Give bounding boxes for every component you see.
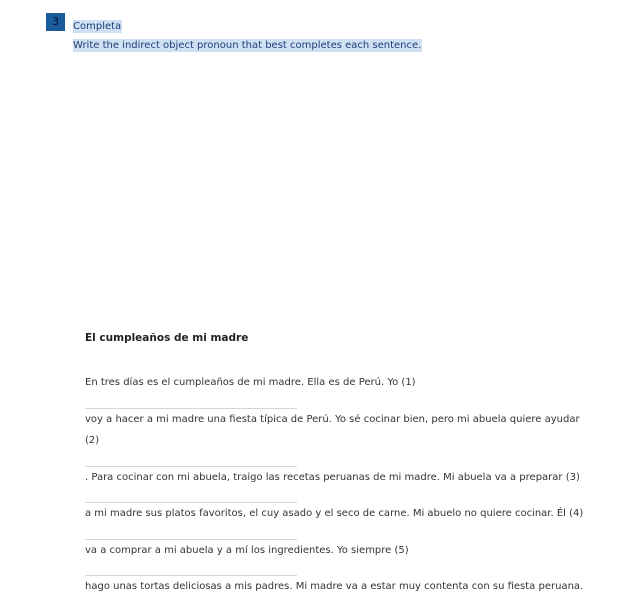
- story-line-3: (2): [85, 435, 100, 446]
- story-line-5: a mi madre sus platos favoritos, el cuy asado y el seco de carne. Mi abuelo no quiere cocinar. Él (4): [85, 508, 584, 519]
- story-line-1: En tres días es el cumpleaños de mi madre. Ella es de Perú. Yo (1): [85, 377, 416, 388]
- blank-input-3[interactable]: [85, 502, 297, 503]
- story-line-6: va a comprar a mi abuela y a mí los ingredientes. Yo siempre (5): [85, 545, 409, 556]
- blank-input-2[interactable]: [85, 466, 297, 467]
- exercise-heading: [73, 14, 422, 52]
- exercise-number-badge: 3: [46, 13, 65, 31]
- story-title: El cumpleaños de mi madre: [85, 332, 249, 344]
- story-line-4: . Para cocinar con mi abuela, traigo las recetas peruanas de mi madre. Mi abuela va a preparar (3): [85, 472, 580, 483]
- story-line-2: voy a hacer a mi madre una fiesta típica de Perú. Yo sé cocinar bien, pero mi abuela quiere ayudar: [85, 414, 580, 425]
- exercise-instructions: Write the indirect object pronoun that best completes each sentence.: [73, 40, 422, 51]
- story-line-7: hago unas tortas deliciosas a mis padres. Mi madre va a estar muy contenta con su fiesta peruana.: [85, 581, 584, 592]
- blank-input-1[interactable]: [85, 408, 297, 409]
- blank-input-4[interactable]: [85, 539, 297, 540]
- blank-input-5[interactable]: [85, 575, 297, 576]
- exercise-title: Completa: [73, 21, 122, 32]
